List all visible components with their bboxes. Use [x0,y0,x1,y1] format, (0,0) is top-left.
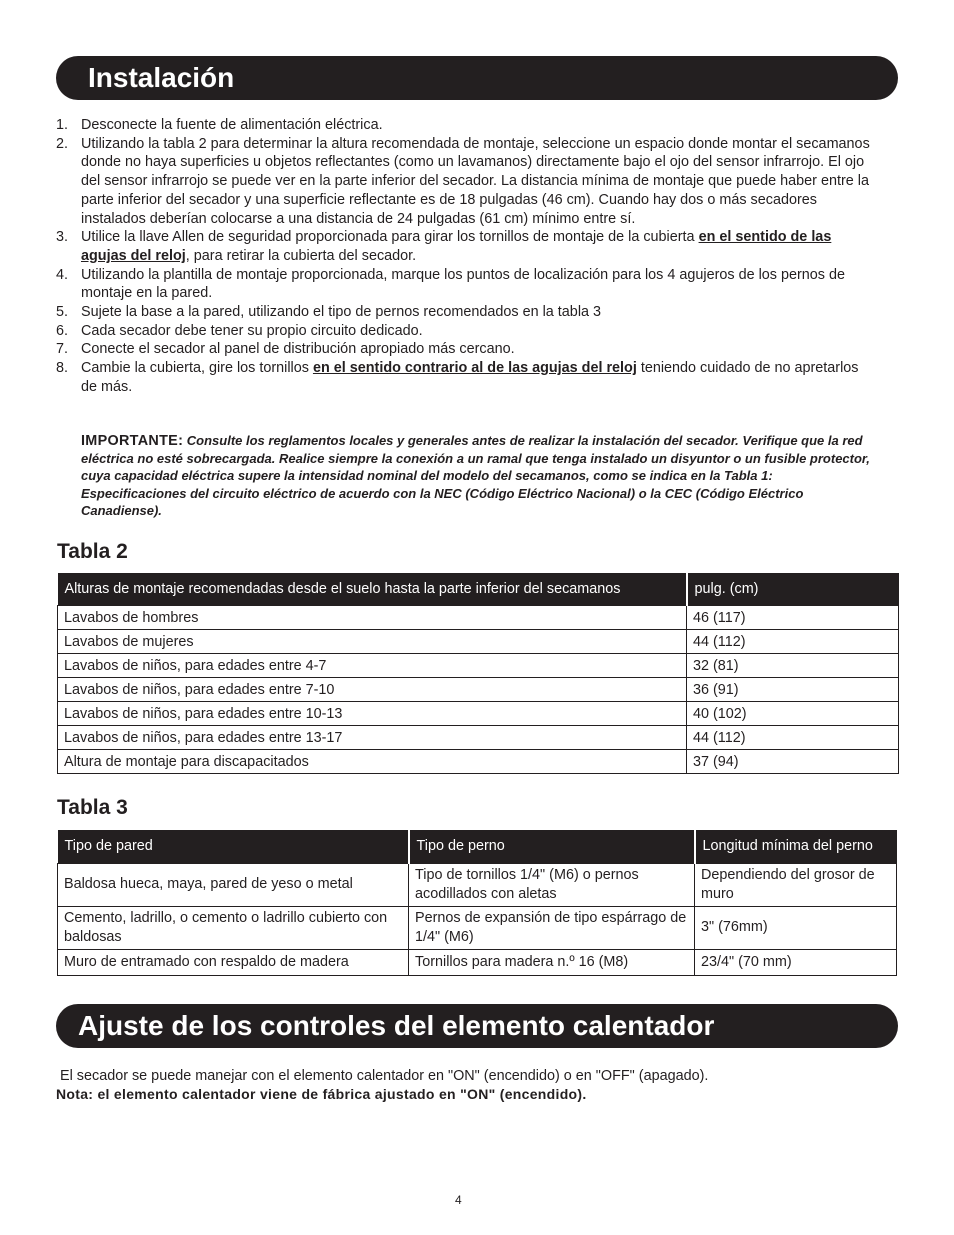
step-emphasis: en el sentido de las agujas del reloj [81,229,832,264]
step-text: Conecte el secador al panel de distribución apropiado más cercano. [81,341,515,358]
table-cell: 36 (91) [687,678,899,702]
table-cell: 32 (81) [687,654,899,678]
table-cell: Altura de montaje para discapacitados [58,750,687,774]
step-text: Utilice la llave Allen de seguridad proporcionada para girar los tornillos de montaje de la cubierta [81,229,699,246]
list-item [56,322,876,341]
table-cell: Tipo de tornillos 1/4" (M6) o pernos acodillados con aletas [409,864,695,907]
table-cell: 46 (117) [687,606,899,630]
table-cell: 44 (112) [687,630,899,654]
step-number: 3. [56,229,69,246]
table-cell: 44 (112) [687,726,899,750]
list-item [56,303,876,322]
table-row [58,750,899,774]
important-label: IMPORTANTE: [81,433,184,449]
table-cell: Cemento, ladrillo, o cemento o ladrillo cubierto con baldosas [58,907,409,950]
table-cell: Baldosa hueca, maya, pared de yeso o metal [58,864,409,907]
table-title-tabla-3: Tabla 3 [57,796,128,819]
step-number: 5. [56,304,69,321]
step-number: 7. [56,341,69,358]
column-header: Tipo de perno [409,830,695,864]
table-cell: Muro de entramado con respaldo de madera [58,950,409,976]
section-banner-ajuste [56,1004,898,1048]
step-number: 2. [56,135,69,152]
table-cell: Lavabos de niños, para edades entre 13-17 [58,726,687,750]
table-cell: Lavabos de hombres [58,606,687,630]
page-number: 4 [455,1193,462,1207]
step-text: Sujete la base a la pared, utilizando el tipo de pernos recomendados en la tabla 3 [81,304,602,321]
list-item [56,228,876,265]
list-item [56,359,876,396]
table-title-tabla-2: Tabla 2 [57,540,128,563]
table-row [58,702,899,726]
step-number: 8. [56,360,69,377]
step-number: 1. [56,117,69,133]
step-text: Utilizando la tabla 2 para determinar la altura recomendada de montaje, seleccione un espacio donde montar el secamanos donde no haya superficies u objetos reflectantes (como un lavamanos) directamente bajo el ojo del sensor infrarrojo. El ojo del sensor infrarrojo se puede ver en la parte inferior del secador. La distancia mínima de montaje que puede haber entre la parte inferior del secador y una superficie reflectante es de 18 pulgadas (46 cm). Cuando hay dos o más secadores instalados deberían colocarse a una distancia de 24 pulgadas (61 cm) mínimo entre sí. [81,135,870,227]
section-title: Instalación [88,62,235,93]
table-row [58,907,897,950]
bolt-types-table [57,830,897,976]
step-text: teniendo cuidado de no apretarlos de más. [81,360,859,395]
important-text: Consulte los reglamentos locales y generales antes de realizar la instalación del secador. Verifique que la red eléctrica no esté sobrecargada. Realice siempre la conexión a un ramal que tenga instalado un disyuntor o un fusible protector, cuya capacidad eléctrica supere la intensidad nominal del modelo del secamanos, como se indica en la Tabla 1: Especificaciones del circuito eléctrico de acuerdo con la NEC (Código Eléctrico Nacional) o la CEC (Código Eléctrico Canadiense). [81,433,870,518]
table-cell: Lavabos de niños, para edades entre 7-10 [58,678,687,702]
step-text: Cambie la cubierta, gire los tornillos [81,360,313,377]
table-row [58,630,899,654]
table-cell: Dependiendo del grosor de muro [695,864,897,907]
column-header: Tipo de pared [58,830,409,864]
list-item [56,135,876,229]
table-cell: 40 (102) [687,702,899,726]
table-cell: Lavabos de niños, para edades entre 10-13 [58,702,687,726]
table-cell: 3" (76mm) [695,907,897,950]
important-note [81,432,881,519]
table-row [58,864,897,907]
section-banner-instalacion [56,56,898,100]
step-text: Cada secador debe tener su propio circuito dedicado. [81,322,423,339]
section-title: Ajuste de los controles del elemento calentador [78,1010,715,1041]
table-row [58,678,899,702]
table-cell: 37 (94) [687,750,899,774]
table-header-row [58,573,899,606]
step-text: Desconecte la fuente de alimentación eléctrica. [81,117,383,133]
step-text: , para retirar la cubierta del secador. [185,247,417,264]
list-item [56,116,876,135]
column-header: Longitud mínima del perno [695,830,897,864]
table-cell: 23/4" (70 mm) [695,950,897,976]
step-number: 4. [56,266,69,283]
mounting-heights-table [57,573,899,774]
heating-element-note: Nota: el elemento calentador viene de fábrica ajustado en "ON" (encendido). [56,1086,587,1102]
table-cell: Tornillos para madera n.º 16 (M8) [409,950,695,976]
step-emphasis: en el sentido contrario al de las agujas del reloj [312,360,637,377]
column-header: pulg. (cm) [687,573,899,606]
table-cell: Lavabos de mujeres [58,630,687,654]
table-row [58,654,899,678]
table-row [58,726,899,750]
step-number: 6. [56,322,69,339]
table-cell: Pernos de expansión de tipo espárrago de 1/4" (M6) [409,907,695,950]
heating-element-intro: El secador se puede manejar con el elemento calentador en "ON" (encendido) o en "OFF" (apagado). [60,1068,709,1084]
list-item [56,266,876,303]
installation-steps-list [56,116,876,397]
table-row [58,606,899,630]
table-cell: Lavabos de niños, para edades entre 4-7 [58,654,687,678]
list-item [56,340,876,359]
step-text: Utilizando la plantilla de montaje proporcionada, marque los puntos de localización para los 4 agujeros de los pernos de montaje en la pared. [81,266,845,302]
table-header-row [58,830,897,864]
column-header: Alturas de montaje recomendadas desde el suelo hasta la parte inferior del secamanos [58,573,687,606]
table-row [58,950,897,976]
